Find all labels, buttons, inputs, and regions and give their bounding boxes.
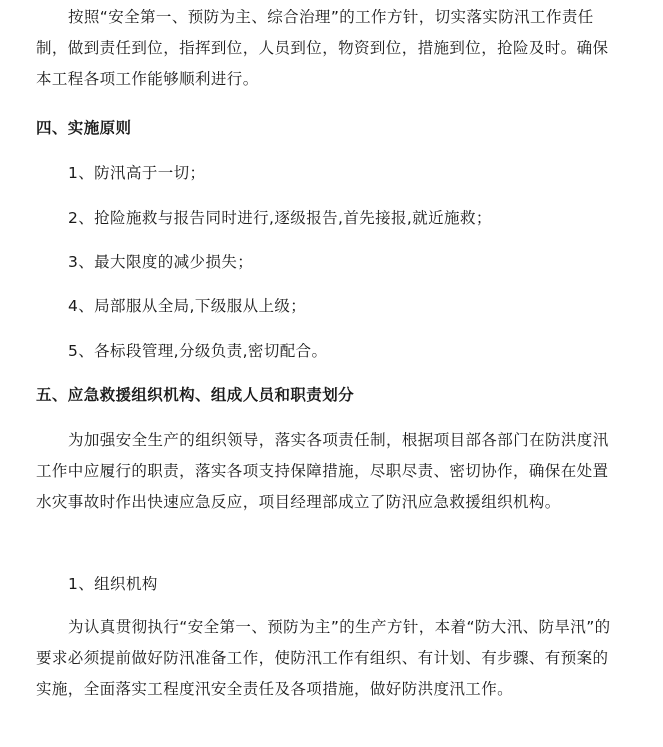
sub-heading-organization: 1、组织机构 (68, 575, 158, 593)
organization-paragraph: 为认真贯彻执行“安全第一、预防为主”的生产方针，本着“防大汛、防旱汛”的要求必须提前做好防汛准备工作，使防汛工作有组织、有计划、有步骤、有预案的实施，全面落实工程度汛安全责任及各项措施，做好防洪度汛工作。 (36, 618, 611, 698)
intro-paragraph: 按照“安全第一、预防为主、综合治理”的工作方针，切实落实防汛工作责任制，做到责任到位，指挥到位，人员到位，物资到位，措施到位，抢险及时。确保本工程各项工作能够顺利进行。 (36, 8, 609, 88)
section-5-heading: 五、应急救援组织机构、组成人员和职责划分 (36, 386, 355, 404)
principle-item-5: 5、各标段管理,分级负责,密切配合。 (68, 342, 328, 360)
principle-item-3: 3、最大限度的减少损失； (68, 253, 254, 271)
section-4-heading: 四、实施原则 (36, 119, 132, 137)
principle-item-4: 4、局部服从全局,下级服从上级； (68, 297, 307, 315)
principle-item-1: 1、防汛高于一切； (68, 164, 206, 182)
principle-item-2: 2、抢险施救与报告同时进行,逐级报告,首先接报,就近施救； (68, 209, 492, 227)
section-5-paragraph: 为加强安全生产的组织领导，落实各项责任制，根据项目部各部门在防洪度汛工作中应履行的职责，落实各项支持保障措施，尽职尽责、密切协作，确保在处置水灾事故时作出快速应急反应，项目经理部成立了防汛应急救援组织机构。 (36, 431, 609, 511)
